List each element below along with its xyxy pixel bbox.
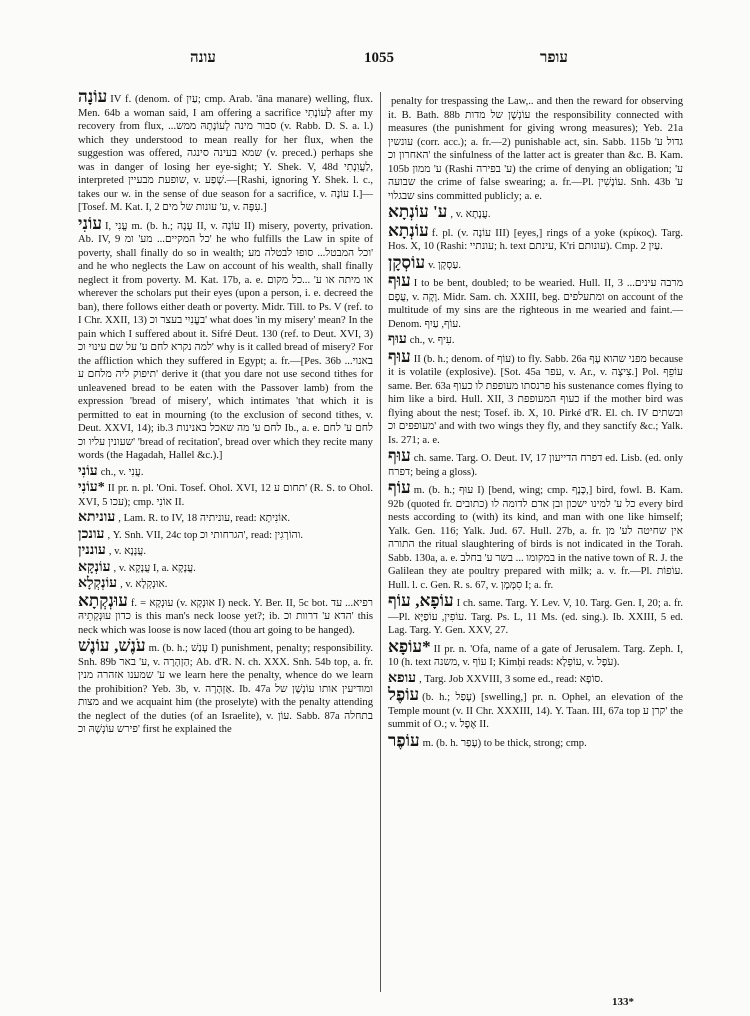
dictionary-entry (78, 481, 373, 509)
entry-headword: עֹנֶשׁ, עוֹנֶשׁ (78, 636, 146, 655)
entry-definition: , v. עֲנָקָא I, a. עֲנָקָא. (113, 562, 196, 574)
dictionary-entry (388, 636, 683, 670)
entry-definition: (b. h.; עָפַל) [swelling,] pr. n. Ophel, an elevation of the Temple mount (v. II Chr. XXXIII, 14). Y. Taan. III, 67a top קרן ע' the summit of O.; v. אֶפֶל II. (388, 692, 684, 730)
left-column (78, 87, 374, 739)
column-divider (380, 92, 381, 992)
dictionary-entry (78, 87, 373, 215)
dictionary-entry (388, 346, 684, 448)
entry-headword: ע' עוֹנְתָא (388, 202, 448, 221)
dictionary-entry (78, 544, 373, 559)
dictionary-entry (78, 636, 373, 737)
dictionary-entry (78, 213, 374, 463)
entry-headword: עוּף (388, 332, 407, 347)
entry-definition: II (b. h.; denom. of עוֹף) to fly. Sabb. 26a מפני שהוא עָף because it is volatile (explosive). [Sot. 45a עפר, v. Ar., v. צִיצָה.] Pol. עוֹפֵף same. Ber. 63a פרנסתו מעופפת לו כעוף his sustenance comes flying to him like a bird. Hull. XII, 3 כעוף המעופפת if the mother bird was flying about the nest; Tosef. ib. X, 10. Pirké d'R. El. ch. IV ובשתים מעופפים וכ' and with two wings they fly, and they sanctify &c.; Yalk. Is. 271; a. e. (388, 353, 684, 446)
entry-definition: penalty for trespassing the Law,.. and then the reward for observing it. B. Bath. 88b עוֹנְשָׁן של מדות the responsibility connected with measures (the punishment for giving wrong measures); Yeb. 21a עונשין (corr. acc.); a. fr.—2) punishable act, sin. Sabb. 115b גדול ע' האחרון וכ' the sinfulness of the latter act is greater than &c. B. Kam. 105b ע' ממון (Rashi ע' בפירה) the crime of denying an obligation; ע' שבועה the crime of false swearing; a. fr.—Pl. עוֹנָשִׁין. Snh. 43b ע' שבגלוי sins committed publicly; a. e. (388, 96, 684, 202)
dictionary-entry (388, 92, 683, 203)
entry-definition: , Y. Snh. VII, 24c top הגרחותי וכ', read: והוֹרְגִין. (107, 529, 304, 541)
entry-definition: I to be bent, doubled; to be wearied. Hull. II, 3 מרבה עינים... עֲפָם, v. וָקָה. Midr. Sam. ch. XXIII, beg. ומתעלפים on account of the multitude of my sins are the righteous in me wearied and faint.—Denom. עוֹף, עַיִף. (388, 278, 683, 330)
dictionary-entry (388, 591, 683, 638)
entry-definition: ch. same. Targ. O. Deut. IV, 17 דפרח הדייעון ed. Lisb. (ed. only דפרח; being a gloss). (388, 453, 683, 478)
entry-definition: m. (b. h. עָפַר) to be thick, strong; cmp. (422, 737, 587, 749)
dictionary-entry (78, 465, 373, 480)
entry-headword: עוֹפֶר (388, 730, 420, 750)
right-headword: עופר (540, 50, 568, 66)
running-header (70, 50, 670, 72)
entry-headword: עוֹנִי (78, 213, 102, 233)
dictionary-entry (78, 561, 373, 576)
entry-definition: m. (b. h.; עָנַשׁ I) punishment, penalty; responsibility. Snh. 89b ע' באר, v. הַזְהָרָה; Ab. d'R. N. ch. XXX. Snh. 54b top, a. fr. ע' שמענו אזהרה מנין we learn here the penalty, whence do we learn the prohibition? Yeb. 3b, v. אַזְהָרָה. Ib. 47a ומודיעין אותו עוֹנְשָׁן של מצות and we acquaint him (the proselyte) with the penalty attending the neglect of the duties (of an Israelite), v. עוֹן. Sabb. 87a בתחלה פירש עוֹנְשָׁהּ וכ' first he explained the (78, 643, 373, 735)
entry-definition: I, עֳנִי m. (b. h.; עָנָה II, v. עוֹנָה II) misery, poverty, privation. Ab. IV, 9 כל המקיים... מע' ומ' he who fulfills the Law in spite of poverty, shall finally do so in wealth; וכל המבטל... סופו לבטלה מע' and he who neglects the Law on account of his wealth, shall finally neglect it from poverty. M. Kat. 17b, a. e. או מיתה או ע' ...כל מקום wherever the scholars put their eyes (upon a person, i. e. decreed the ban), there follows either death or poverty. Midr. Till. to Ps. V (ref. to I Chr. XXII, 13) בעֳנִיִי בעצר וכ' what does 'in my misery' mean? In the pain which I suffered about it. Sifré Deut. 130 (ref. to Deut. XVI, 3) למה נקרא לחם ע' על שם עינוי וכ' why is it called bread of misery? For the affliction which they suffered in Egypt; a. fr.—[Pes. 36b באנוי... תיפוק ליה מלחם ע' derive it (that you dare not use second tithes for unleavened bread to be eaten with the Passover lamb) from the expression 'bread of misery', which intimates 'that which it is permitted to eat in mourning (to the exclusion of second tithes, v. Deut. XXVI, 14); ib.3 לחם ע' מה שאכל באנינות Ib., a. e. לחם ע' לחם שעונין עליו וכ' 'bread of recitation', bread over which they recite many words (the Hagadah, Hallel &c.).] (78, 220, 374, 461)
entry-definition: f. pl. (v. עוֹנָה III) [eyes,] rings of a yoke (κρίκος). Targ. Hos. X, 10 (Rashi: עונתיי; h. text עינתם, K'ri עונותם). Cmp. עַיִן 2. (388, 227, 683, 252)
entry-definition: II pr. n. pl. 'Oni. Tosef. Ohol. XVI, 12 תחום ע' (R. S. to Ohol. XVI, 5 עכו); cmp. אוֹנִי II. (78, 483, 373, 508)
left-headword: עונה (190, 50, 216, 66)
entry-definition: , Targ. Job XXVIII, 3 some ed., read: סוֹפָא. (419, 673, 603, 685)
entry-definition: ch., v. עֲנִי. (100, 466, 144, 478)
dictionary-entry (388, 672, 683, 687)
entry-headword: עוּף (388, 446, 411, 465)
entry-headword: עוֹנָה (78, 87, 108, 106)
entry-headword: עוֹף (388, 478, 411, 497)
entry-headword: עוֹפֶל (388, 685, 420, 704)
dictionary-entry (388, 271, 683, 331)
entry-headword: עוּף (388, 271, 411, 290)
entry-headword: עוֹנִי (78, 463, 98, 479)
dictionary-entry (388, 202, 683, 222)
dictionary-entry (388, 730, 683, 751)
page-number: 1055 (364, 50, 394, 66)
dictionary-entry (388, 220, 683, 254)
entry-headword: עוניתא (78, 510, 116, 525)
entry-headword: עונכן (78, 526, 105, 542)
entry-headword: *עוֹפָא (388, 636, 431, 656)
dictionary-entry (388, 446, 683, 479)
entry-definition: f. = עוּנְקָא (v. אוּנְקָא I) neck. Y. Ber. II, 5c bot. רפיא... עד כדון עוּנְקְתֵיהּ is this man's neck loose yet?; ib. הדא ע' דרוות וכ' this neck which was loose is now laced (thou art going to be hanged). (78, 597, 374, 636)
entry-headword: עוֹפָא, עוֹף (388, 591, 454, 610)
entry-definition: , v. אוּנְקְלָא. (120, 579, 168, 590)
entry-definition: ch., v. עִיף. (409, 335, 455, 346)
entry-headword: עוּנְקְתָא (78, 590, 128, 610)
entry-definition: II pr. n. 'Ofa, name of a gate of Jerusalem. Targ. Zeph. I, 10 (h. text משנה, v. עוֹף I; Kimḥi reads: עוֹפְלָא, v. עֹפֶל). (388, 643, 683, 668)
dictionary-entry (78, 590, 374, 638)
dictionary-entry (388, 333, 683, 348)
dictionary-entry (78, 511, 373, 526)
entry-definition: m. (b. h.; עוּף I) [bend, wing; cmp. כָּנָף,] bird, fowl. B. Kam. 92b (quoted fr. כתובים) כל ע' למינו ישכון ובן אדם לדומה לו every bird nests according to (with) its kind, and man with one like himself; Yalk. Gen. 116; Yalk. Jud. 67. Hull. 27b, a. fr. אין שחיטה לע' מן התורה the ritual slaughtering of birds is not indicated in the Torah. Sabb. 130a, a. e. במקומו ... בשר ע' בחלב in the native town of R. J. the Galilean they ate poultry prepared with milk; a. v. fr.—Pl. עוֹפוֹת. Hull. l. c. Gen. R. s. 67, v. סִמְּמָן I; a. fr. (388, 485, 683, 591)
dictionary-entry (388, 685, 684, 732)
entry-definition: I ch. same. Targ. Y. Lev. V, 10. Targ. Gen. I, 20; a. fr.—Pl. עוֹפִין, עוֹפַיָּא. Targ. Ps. L, 11 Ms. (ed. sing.). Ib. XXIII, 5 ed. Lag. Targ. Y. Gen. XXV, 27. (388, 598, 683, 636)
entry-headword: עוננין (78, 543, 106, 558)
entry-definition: , v. עֲנָנָא. (108, 546, 146, 557)
dictionary-entry (78, 577, 373, 592)
entry-definition: v. עַסְקָן. (428, 259, 462, 271)
entry-headword: עופא (388, 670, 417, 686)
entry-definition: , v. עֲנָתָא. (450, 209, 491, 220)
dictionary-entry (388, 252, 683, 273)
dictionary-entry (78, 528, 373, 543)
entry-headword: עוֹנְקְלָא (78, 576, 118, 591)
entry-headword: עוּף (388, 346, 411, 366)
entry-headword: עוֹנְתָא (388, 220, 429, 240)
entry-definition: , Lam. R. to IV, 18 עוניתיה, read: אוֹנִיתָא. (118, 513, 291, 524)
entry-headword: עוֹסְקָן (388, 252, 426, 272)
entry-headword: עוֹנְקָא (78, 559, 111, 575)
right-column (388, 92, 683, 752)
dictionary-entry (388, 478, 683, 592)
entry-definition: IV f. (denom. of עַיִן; cmp. Arab. 'âna manare) welling, flux. Men. 64b a woman said, I am offering a sacrifice לְעוֹנָתִי after my recovery from flux, ...סבור מינה לְעוֹנָתָהּ ממש (v. Rabb. D. S. a. l.) which they understood to mean really for her flux, when the suggestion was offered, שמא בעינה סינגה (v. preced.) perhaps she was in danger of losing her eye-sight; Y. Shek. V, 48d לַעֲוִנָתִי, interpreted שופעת מבעיין, v. שָׁפַע.—[Rashi, ignoring Y. Shek. l. c., takes our w. in the sense of due season for a sacrifice, v. עוֹנָה I.]—[Tosef. M. Kat. I, 2 ע' עונות של מים, v. עִפָּה.] (78, 94, 373, 213)
entry-headword: *עוֹנִי (78, 480, 105, 495)
signature-mark: 133* (612, 996, 634, 1008)
